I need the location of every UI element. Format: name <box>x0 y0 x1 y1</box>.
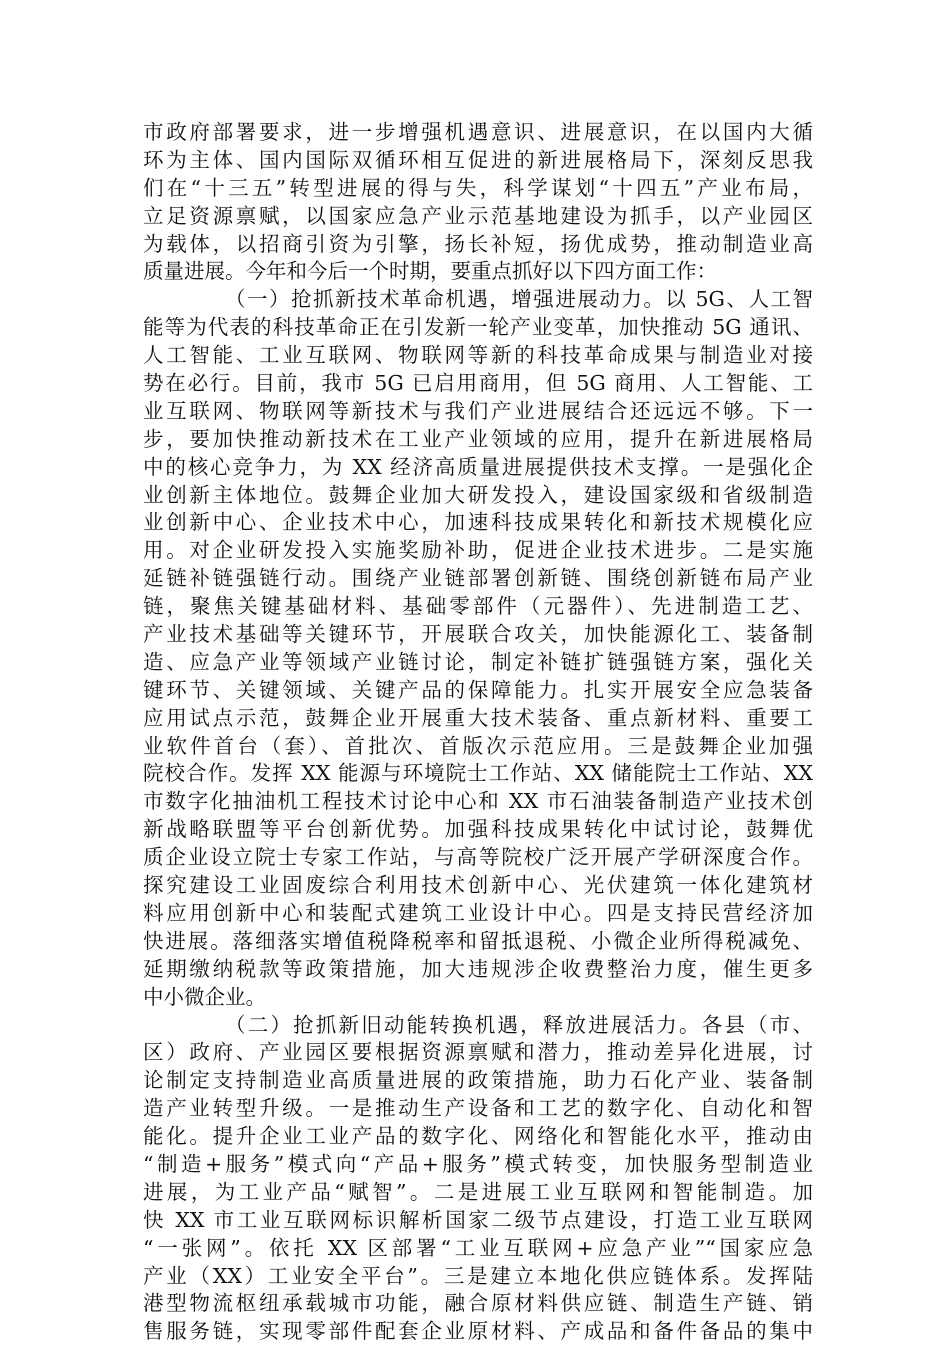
text-line: 能等为代表的科技革命正在引发新一轮产业变革，加快推动 5G 通讯、 <box>143 315 813 340</box>
text-line: 中的核心竞争力，为 XX 经济高质量进展提供技术支撑。一是强化企 <box>143 454 813 479</box>
text-line: “制造+服务”模式向“产品+服务”模式转变，加快服务型制造业 <box>143 1151 813 1176</box>
text-line: 业创新中心、企业技术中心，加速科技成果转化和新技术规模化应 <box>143 510 813 535</box>
text-line: 势在必行。目前，我市 5G 已启用商用，但 5G 商用、人工智能、工 <box>143 371 813 396</box>
text-line: 造产业转型升级。一是推动生产设备和工艺的数字化、自动化和智 <box>143 1096 813 1121</box>
text-line: 产业（XX）工业安全平台”。三是建立本地化供应链体系。发挥陆 <box>143 1263 813 1288</box>
text-line: 业互联网、物联网等新技术与我们产业进展结合还远远不够。下一 <box>143 398 813 423</box>
text-line: 探究建设工业固废综合利用技术创新中心、光伏建筑一体化建筑材 <box>143 873 813 898</box>
paragraph-heading-line: （二）抢抓新旧动能转换机遇，释放进展活力。各县（市、 <box>225 1012 813 1037</box>
text-line: 能化。提升企业工业产品的数字化、网络化和智能化水平，推动由 <box>143 1124 813 1149</box>
body-text <box>143 119 813 1346</box>
text-line: 市数字化抽油机工程技术讨论中心和 XX 市石油装备制造产业技术创 <box>143 789 813 814</box>
text-line: 快进展。落细落实增值税降税率和留抵退税、小微企业所得税减免、 <box>143 928 813 953</box>
text-line: 造、应急产业等领域产业链讨论，制定补链扩链强链方案，强化关 <box>143 649 813 674</box>
text-line: 区）政府、产业园区要根据资源禀赋和潜力，推动差异化进展，讨 <box>143 1040 813 1065</box>
text-line: 院校合作。发挥 XX 能源与环境院士工作站、XX 储能院士工作站、XX <box>143 761 813 786</box>
text-line: 售服务链，实现零部件配套企业原材料、产成品和备件备品的集中 <box>143 1319 813 1344</box>
text-line: 业软件首台（套）、首批次、首版次示范应用。三是鼓舞企业加强 <box>143 733 813 758</box>
text-line: 键环节、关键领域、关键产品的保障能力。扎实开展安全应急装备 <box>143 677 813 702</box>
text-line: 质企业设立院士专家工作站，与高等院校广泛开展产学研深度合作。 <box>143 845 813 870</box>
text-line: 链，聚焦关键基础材料、基础零部件（元器件）、先进制造工艺、 <box>143 594 813 619</box>
text-line: 为载体，以招商引资为引擎，扬长补短，扬优成势，推动制造业高 <box>143 231 813 256</box>
text-line: 进展，为工业产品“赋智”。二是进展工业互联网和智能制造。加 <box>143 1179 813 1204</box>
text-line: 产业技术基础等关键环节，开展联合攻关，加快能源化工、装备制 <box>143 622 813 647</box>
text-line: 质量进展。今年和今后一个时期，要重点抓好以下四方面工作： <box>143 259 717 284</box>
text-line: 快 XX 市工业互联网标识解析国家二级节点建设，打造工业互联网 <box>143 1207 813 1232</box>
text-line: 港型物流枢纽承载城市功能，融合原材料供应链、制造生产链、销 <box>143 1291 813 1316</box>
text-line: 步，要加快推动新技术在工业产业领域的应用，提升在新进展格局 <box>143 426 813 451</box>
text-line: “一张网”。依托 XX 区部署“工业互联网+应急产业”“国家应急 <box>143 1235 813 1260</box>
text-line: 们在“十三五”转型进展的得与失，科学谋划“十四五”产业布局， <box>143 175 813 200</box>
text-line: 中小微企业。 <box>143 984 266 1009</box>
text-line: 人工智能、工业互联网、物联网等新的科技革命成果与制造业对接 <box>143 343 813 368</box>
text-line: 应用试点示范，鼓舞企业开展重大技术装备、重点新材料、重要工 <box>143 705 813 730</box>
text-line: 延链补链强链行动。围绕产业链部署创新链、围绕创新链布局产业 <box>143 566 813 591</box>
text-line: 新战略联盟等平台创新优势。加强科技成果转化中试讨论，鼓舞优 <box>143 817 813 842</box>
text-line: 料应用创新中心和装配式建筑工业设计中心。四是支持民营经济加 <box>143 900 813 925</box>
text-line: 用。对企业研发投入实施奖励补助，促进企业技术进步。二是实施 <box>143 538 813 563</box>
text-line: 延期缴纳税款等政策措施，加大违规涉企收费整治力度，催生更多 <box>143 956 813 981</box>
text-line: 论制定支持制造业高质量进展的政策措施，助力石化产业、装备制 <box>143 1068 813 1093</box>
text-line: 市政府部署要求，进一步增强机遇意识、进展意识，在以国内大循 <box>143 120 813 144</box>
text-line: 立足资源禀赋，以国家应急产业示范基地建设为抓手，以产业园区 <box>143 203 813 228</box>
paragraph-heading-line: （一）抢抓新技术革命机遇，增强进展动力。以 5G、人工智 <box>225 287 813 312</box>
text-line: 环为主体、国内国际双循环相互促进的新进展格局下，深刻反思我 <box>143 147 813 172</box>
text-line: 业创新主体地位。鼓舞企业加大研发投入，建设国家级和省级制造 <box>143 482 813 507</box>
